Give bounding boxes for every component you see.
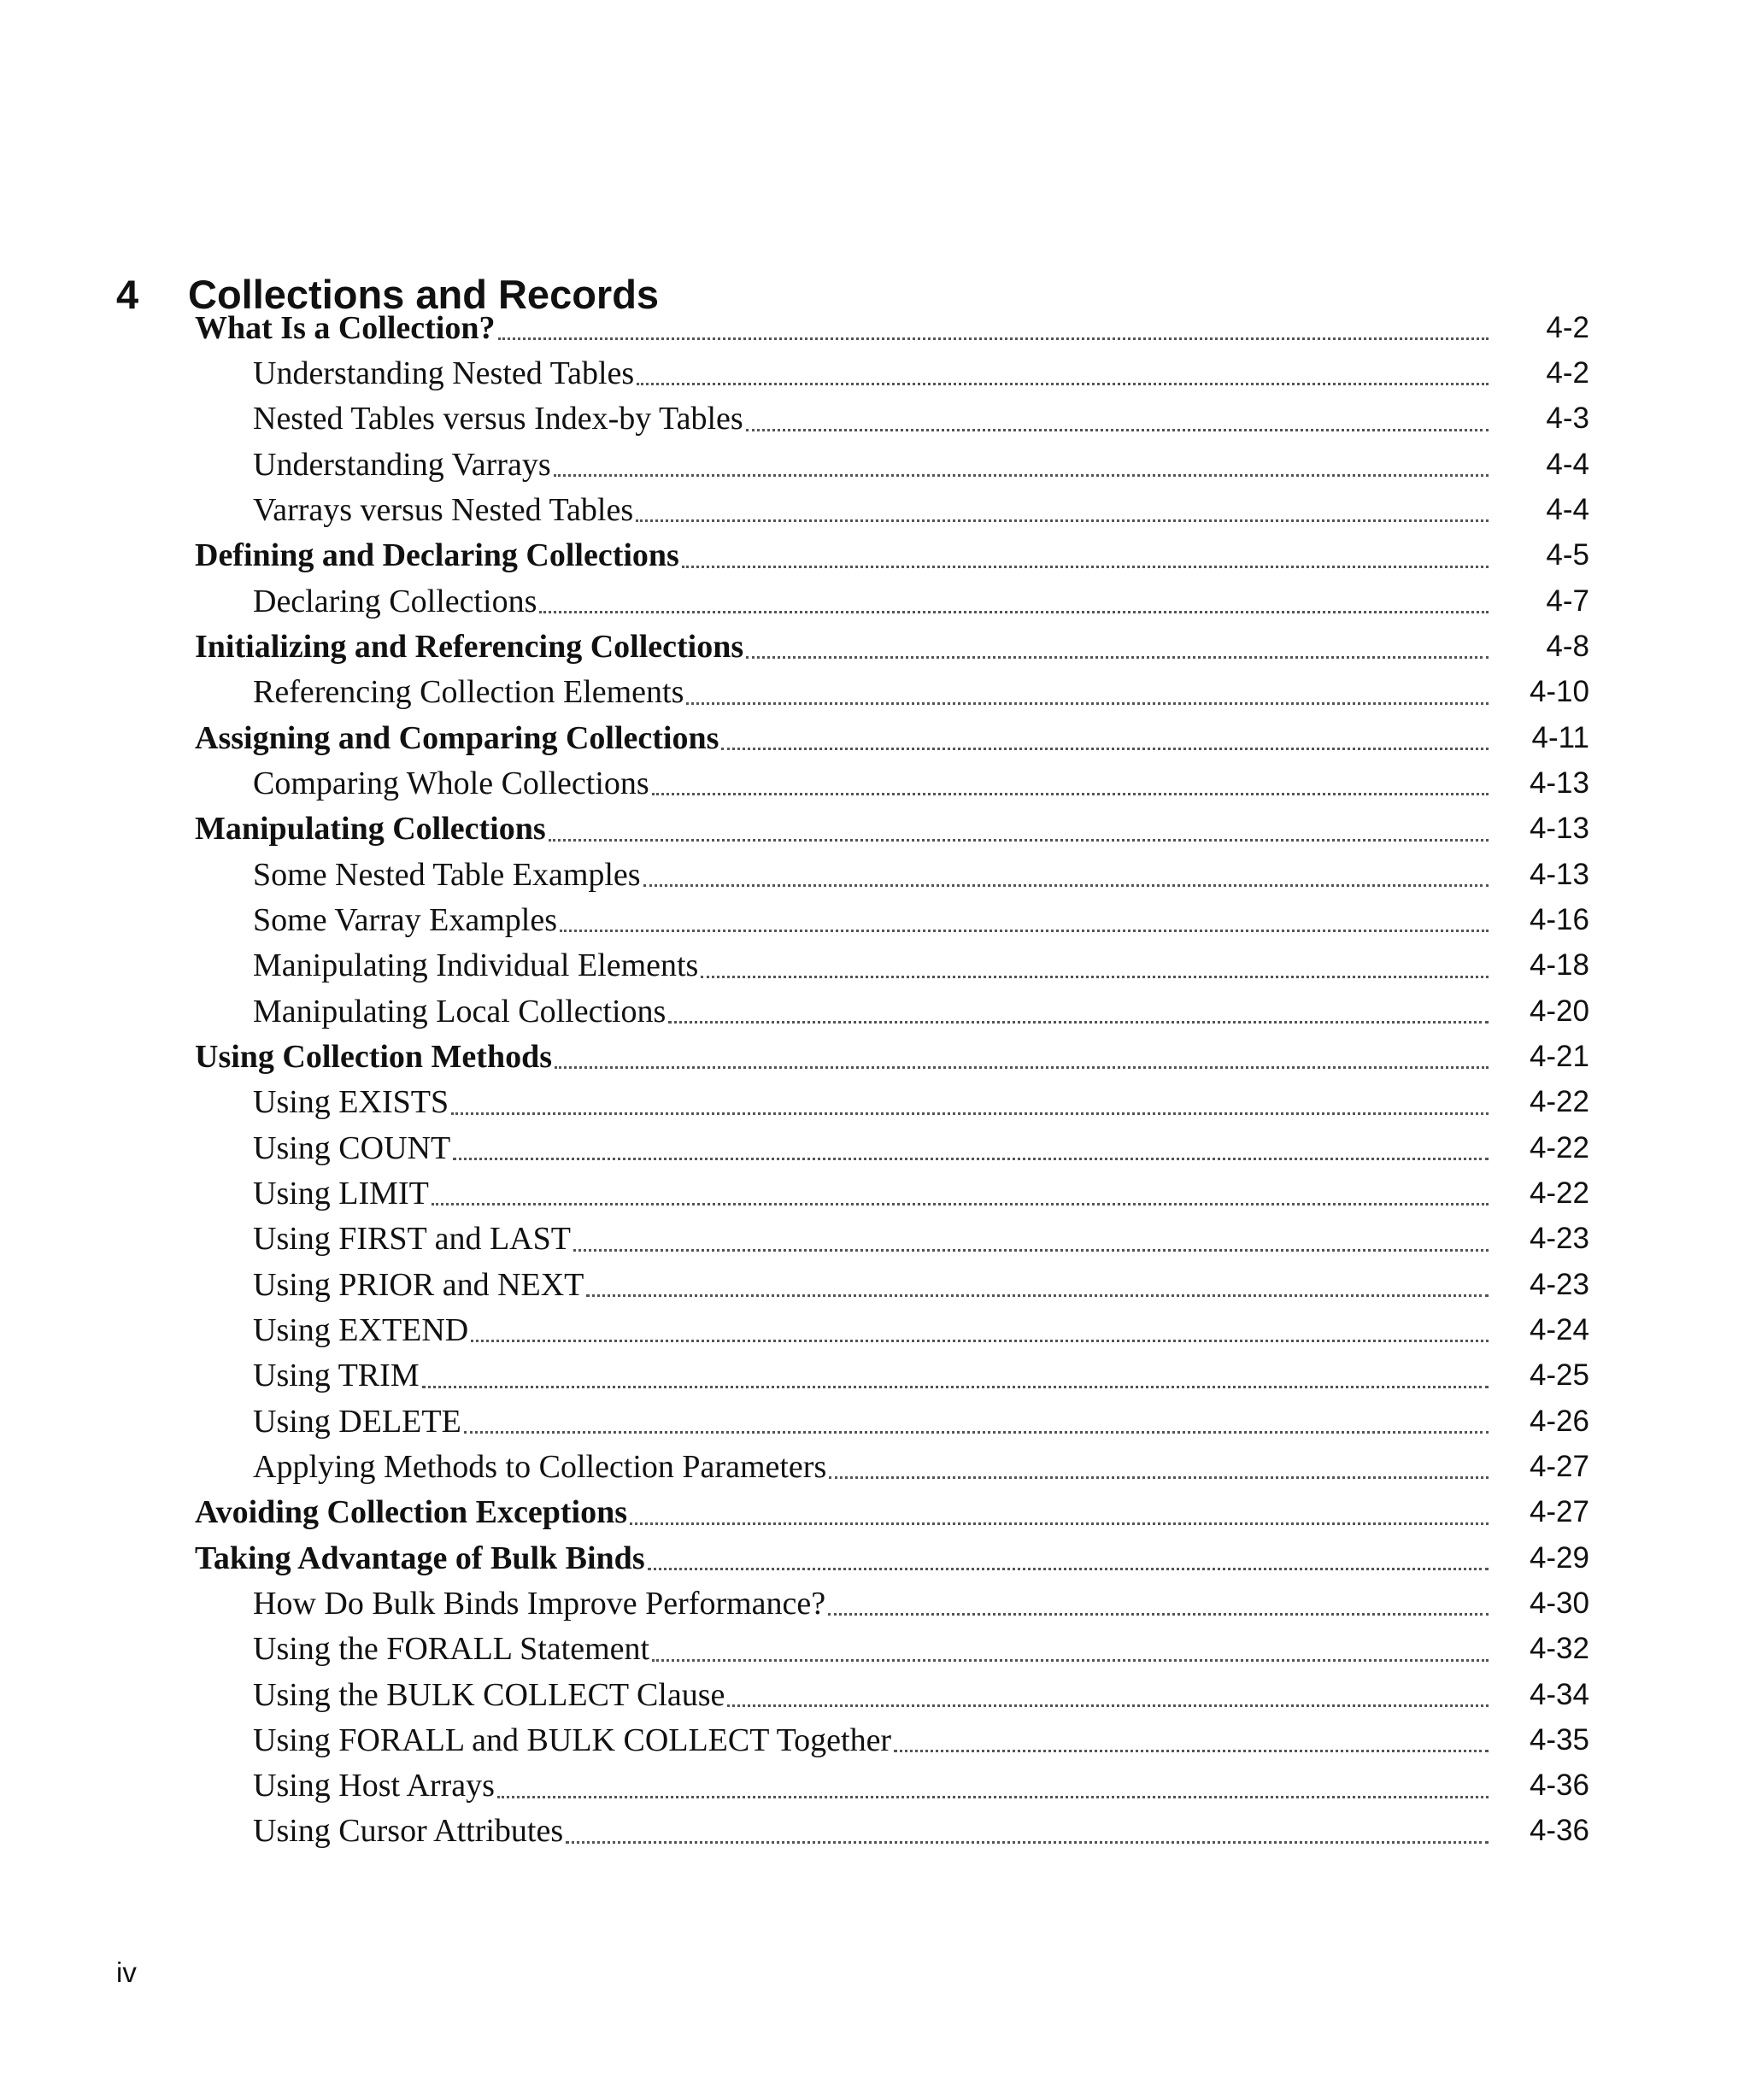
- dot-leader: [828, 1613, 1489, 1616]
- toc-subsection-entry[interactable]: [195, 988, 1589, 1034]
- toc-entry-title: Defining and Declaring Collections: [195, 537, 679, 574]
- toc-entry-page: 4-27: [1529, 1495, 1589, 1529]
- toc-subsection-entry[interactable]: [195, 1717, 1589, 1763]
- toc-entry-page: 4-22: [1529, 1130, 1589, 1164]
- toc-subsection-entry[interactable]: [195, 1399, 1589, 1444]
- toc-entry-page: 4-7: [1546, 584, 1589, 618]
- dot-leader: [560, 930, 1489, 932]
- toc-subsection-entry[interactable]: [195, 442, 1589, 487]
- toc-entry-title: Using LIMIT: [253, 1175, 429, 1211]
- toc-entry-title: Using FIRST and LAST: [253, 1221, 571, 1258]
- toc-subsection-entry[interactable]: [195, 1627, 1589, 1672]
- toc-section-entry[interactable]: [195, 305, 1589, 350]
- dot-leader: [746, 656, 1489, 659]
- toc-section-entry[interactable]: [195, 1490, 1589, 1535]
- dot-leader: [471, 1340, 1489, 1342]
- toc-entry-title: What Is a Collection?: [195, 309, 496, 346]
- dot-leader: [497, 1796, 1489, 1798]
- toc-entry-page: 4-32: [1529, 1632, 1589, 1666]
- toc-entry-title: Using DELETE: [253, 1403, 461, 1440]
- toc-entry-page: 4-16: [1529, 902, 1589, 936]
- dot-leader: [682, 566, 1489, 568]
- chapter-title: Collections and Records: [188, 271, 660, 317]
- toc-entry-title: Using the FORALL Statement: [253, 1631, 650, 1668]
- toc-section-entry[interactable]: [195, 1034, 1589, 1079]
- dot-leader: [636, 519, 1489, 522]
- toc-entry-page: 4-26: [1529, 1404, 1589, 1438]
- toc-entry-title: Initializing and Referencing Collections: [195, 628, 744, 665]
- toc-subsection-entry[interactable]: [195, 1262, 1589, 1307]
- dot-leader: [652, 1659, 1489, 1662]
- toc-entry-page: 4-18: [1529, 948, 1589, 983]
- toc-section-entry[interactable]: [195, 807, 1589, 852]
- dot-leader: [643, 884, 1489, 887]
- toc-subsection-entry[interactable]: [195, 1444, 1589, 1489]
- toc-entry-page: 4-30: [1529, 1586, 1589, 1620]
- toc-entry-title: Referencing Collection Elements: [253, 674, 684, 711]
- toc-entry-page: 4-13: [1529, 812, 1589, 846]
- toc-subsection-entry[interactable]: [195, 396, 1589, 442]
- toc-entry-page: 4-34: [1529, 1677, 1589, 1711]
- dot-leader: [422, 1386, 1489, 1388]
- toc-entry-title: Understanding Varrays: [253, 446, 551, 483]
- toc-section-entry[interactable]: [195, 624, 1589, 669]
- dot-leader: [555, 1066, 1489, 1069]
- toc-subsection-entry[interactable]: [195, 1353, 1589, 1399]
- toc-entry-page: 4-35: [1529, 1722, 1589, 1757]
- dot-leader: [648, 1568, 1489, 1570]
- toc-subsection-entry[interactable]: [195, 943, 1589, 988]
- dot-leader: [498, 337, 1489, 340]
- toc-entry-title: Using Collection Methods: [195, 1038, 552, 1075]
- toc-entry-title: Using Host Arrays: [253, 1768, 495, 1804]
- toc-entry-page: 4-11: [1531, 720, 1589, 754]
- dot-leader: [637, 383, 1489, 385]
- toc-subsection-entry[interactable]: [195, 350, 1589, 396]
- dot-leader: [549, 839, 1489, 842]
- toc-entry-page: 4-23: [1529, 1267, 1589, 1301]
- dot-leader: [746, 429, 1489, 431]
- dot-leader: [432, 1203, 1489, 1205]
- dot-leader: [451, 1112, 1489, 1115]
- toc-subsection-entry[interactable]: [195, 670, 1589, 715]
- dot-leader: [630, 1522, 1489, 1525]
- toc-subsection-entry[interactable]: [195, 852, 1589, 897]
- toc-entry-page: 4-29: [1529, 1540, 1589, 1575]
- toc-entry-title: Manipulating Local Collections: [253, 993, 667, 1029]
- toc-subsection-entry[interactable]: [195, 487, 1589, 532]
- toc-entry-title: Varrays versus Nested Tables: [253, 491, 634, 528]
- toc-section-entry[interactable]: [195, 1535, 1589, 1581]
- toc-subsection-entry[interactable]: [195, 1307, 1589, 1352]
- toc-entry-title: Using TRIM: [253, 1358, 420, 1394]
- toc-entry-title: Using the BULK COLLECT Clause: [253, 1676, 725, 1713]
- toc-entry-title: Understanding Nested Tables: [253, 355, 635, 391]
- dot-leader: [652, 793, 1489, 795]
- toc-subsection-entry[interactable]: [195, 578, 1589, 624]
- toc-entry-page: 4-2: [1546, 355, 1589, 390]
- toc-entry-page: 4-20: [1529, 994, 1589, 1028]
- toc-entry-title: Manipulating Individual Elements: [253, 947, 699, 984]
- toc-entry-page: 4-5: [1546, 538, 1589, 572]
- toc-subsection-entry[interactable]: [195, 1080, 1589, 1125]
- dot-leader: [686, 702, 1489, 705]
- toc-entry-title: Using EXTEND: [253, 1311, 469, 1348]
- toc-subsection-entry[interactable]: [195, 1809, 1589, 1854]
- toc-entry-title: Avoiding Collection Exceptions: [195, 1494, 627, 1531]
- dot-leader: [727, 1704, 1489, 1707]
- toc-entry-title: Applying Methods to Collection Parameters: [253, 1448, 827, 1485]
- dot-leader: [721, 748, 1489, 750]
- toc-entry-title: Declaring Collections: [253, 583, 537, 619]
- dot-leader: [573, 1249, 1489, 1252]
- toc-entry-title: Some Nested Table Examples: [253, 856, 641, 893]
- toc-entry-page: 4-24: [1529, 1312, 1589, 1346]
- toc-subsection-entry[interactable]: [195, 1217, 1589, 1262]
- dot-leader: [701, 976, 1489, 978]
- dot-leader: [554, 474, 1489, 477]
- toc-entry-title: Assigning and Comparing Collections: [195, 719, 719, 756]
- dot-leader: [566, 1841, 1489, 1844]
- toc-entry-page: 4-23: [1529, 1222, 1589, 1256]
- toc-entry-title: Using FORALL and BULK COLLECT Together: [253, 1722, 892, 1758]
- dot-leader: [829, 1476, 1489, 1479]
- toc-entry-title: Taking Advantage of Bulk Binds: [195, 1540, 645, 1576]
- chapter-number: 4: [116, 271, 139, 317]
- dot-leader: [453, 1158, 1489, 1160]
- toc-subsection-entry[interactable]: [195, 1763, 1589, 1809]
- toc-entry-page: 4-3: [1546, 402, 1589, 436]
- toc-section-entry[interactable]: [195, 715, 1589, 760]
- page-number: iv: [116, 1956, 137, 1988]
- toc-subsection-entry[interactable]: [195, 1581, 1589, 1626]
- toc-subsection-entry[interactable]: [195, 760, 1589, 806]
- toc-entry-page: 4-22: [1529, 1176, 1589, 1210]
- toc-entry-page: 4-21: [1529, 1039, 1589, 1073]
- toc-entry-title: Comparing Whole Collections: [253, 765, 649, 801]
- toc-entry-page: 4-8: [1546, 629, 1589, 663]
- toc-entry-page: 4-22: [1529, 1085, 1589, 1119]
- table-of-contents: [195, 305, 1589, 1854]
- toc-entry-page: 4-27: [1529, 1449, 1589, 1483]
- toc-entry-title: Using EXISTS: [253, 1084, 449, 1121]
- toc-entry-title: Manipulating Collections: [195, 811, 546, 848]
- toc-subsection-entry[interactable]: [195, 897, 1589, 942]
- toc-subsection-entry[interactable]: [195, 1170, 1589, 1216]
- dot-leader: [894, 1750, 1489, 1752]
- toc-entry-title: Using Cursor Attributes: [253, 1813, 564, 1850]
- dot-leader: [668, 1021, 1489, 1024]
- toc-subsection-entry[interactable]: [195, 1672, 1589, 1717]
- toc-entry-page: 4-25: [1529, 1358, 1589, 1393]
- toc-entry-title: Using COUNT: [253, 1129, 451, 1166]
- toc-entry-page: 4-10: [1529, 675, 1589, 709]
- dot-leader: [586, 1294, 1489, 1297]
- dot-leader: [539, 611, 1489, 613]
- toc-entry-page: 4-36: [1529, 1769, 1589, 1803]
- toc-entry-title: Some Varray Examples: [253, 901, 557, 938]
- toc-entry-page: 4-2: [1546, 310, 1589, 344]
- toc-entry-page: 4-13: [1529, 766, 1589, 800]
- toc-entry-title: Nested Tables versus Index-by Tables: [253, 401, 743, 437]
- toc-subsection-entry[interactable]: [195, 1125, 1589, 1170]
- toc-entry-title: Using PRIOR and NEXT: [253, 1266, 584, 1303]
- toc-entry-page: 4-13: [1529, 857, 1589, 891]
- dot-leader: [464, 1431, 1489, 1434]
- toc-section-entry[interactable]: [195, 533, 1589, 578]
- toc-entry-page: 4-4: [1546, 492, 1589, 526]
- toc-entry-title: How Do Bulk Binds Improve Performance?: [253, 1585, 826, 1622]
- toc-entry-page: 4-36: [1529, 1814, 1589, 1848]
- toc-entry-page: 4-4: [1546, 447, 1589, 481]
